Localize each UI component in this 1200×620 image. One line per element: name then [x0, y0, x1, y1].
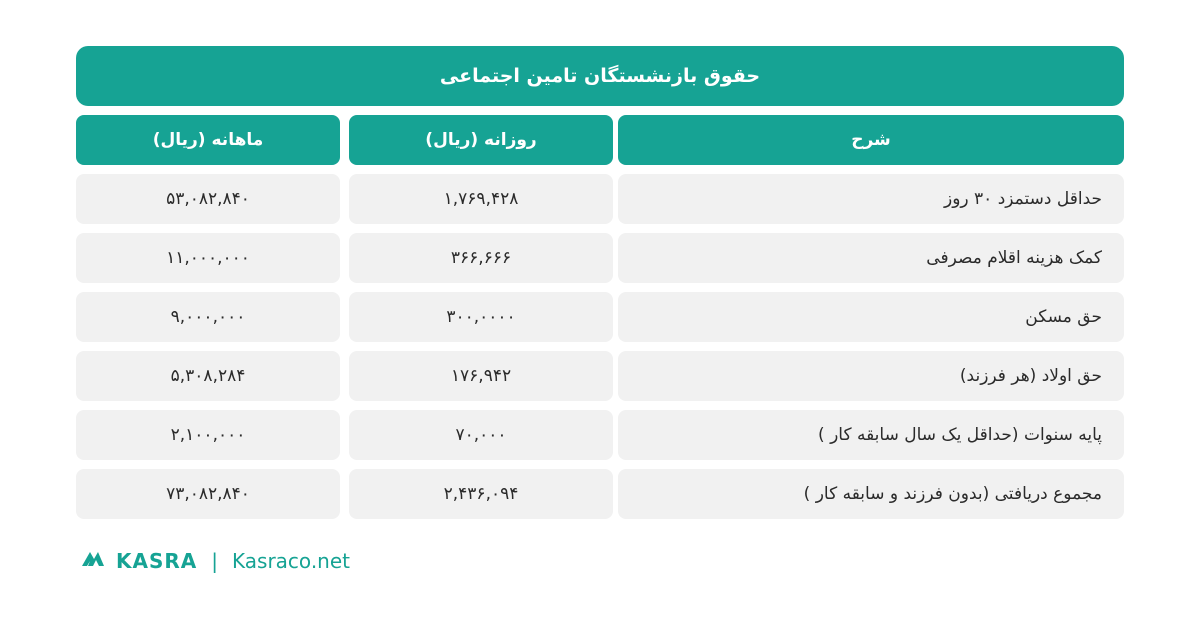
- row-3-monthly: ۹,۰۰۰,۰۰۰: [76, 292, 340, 342]
- row-6-monthly: ۷۳,۰۸۲,۸۴۰: [76, 469, 340, 519]
- row-6-daily: ۲,۴۳۶,۰۹۴: [349, 469, 613, 519]
- row-1-description: حداقل دستمزد ۳۰ روز: [618, 174, 1124, 224]
- row-1-daily: ۱,۷۶۹,۴۲۸: [349, 174, 613, 224]
- row-2-description: کمک هزینه اقلام مصرفی: [618, 233, 1124, 283]
- brand-name: KASRA: [116, 549, 198, 573]
- footer-separator: |: [211, 549, 219, 573]
- row-3-daily: ۳۰۰,۰۰۰۰: [349, 292, 613, 342]
- row-2-daily: ۳۶۶,۶۶۶: [349, 233, 613, 283]
- row-4-description: حق اولاد (هر فرزند): [618, 351, 1124, 401]
- row-4-daily: ۱۷۶,۹۴۲: [349, 351, 613, 401]
- header-description: شرح: [618, 115, 1124, 165]
- row-2-monthly: ۱۱,۰۰۰,۰۰۰: [76, 233, 340, 283]
- row-5-description: پایه سنوات (حداقل یک سال سابقه کار ): [618, 410, 1124, 460]
- row-6-description: مجموع دریافتی (بدون فرزند و سابقه کار ): [618, 469, 1124, 519]
- header-monthly: ماهانه (ریال): [76, 115, 340, 165]
- row-5-monthly: ۲,۱۰۰,۰۰۰: [76, 410, 340, 460]
- kasra-logo-icon: [80, 548, 106, 574]
- footer-logo: [80, 546, 350, 576]
- row-1-monthly: ۵۳,۰۸۲,۸۴۰: [76, 174, 340, 224]
- header-daily: روزانه (ریال): [349, 115, 613, 165]
- row-3-description: حق مسکن: [618, 292, 1124, 342]
- table-title: حقوق بازنشستگان تامین اجتماعی: [76, 46, 1124, 106]
- website-link[interactable]: Kasraco.net: [232, 549, 350, 573]
- row-5-daily: ۷۰,۰۰۰: [349, 410, 613, 460]
- row-4-monthly: ۵,۳۰۸,۲۸۴: [76, 351, 340, 401]
